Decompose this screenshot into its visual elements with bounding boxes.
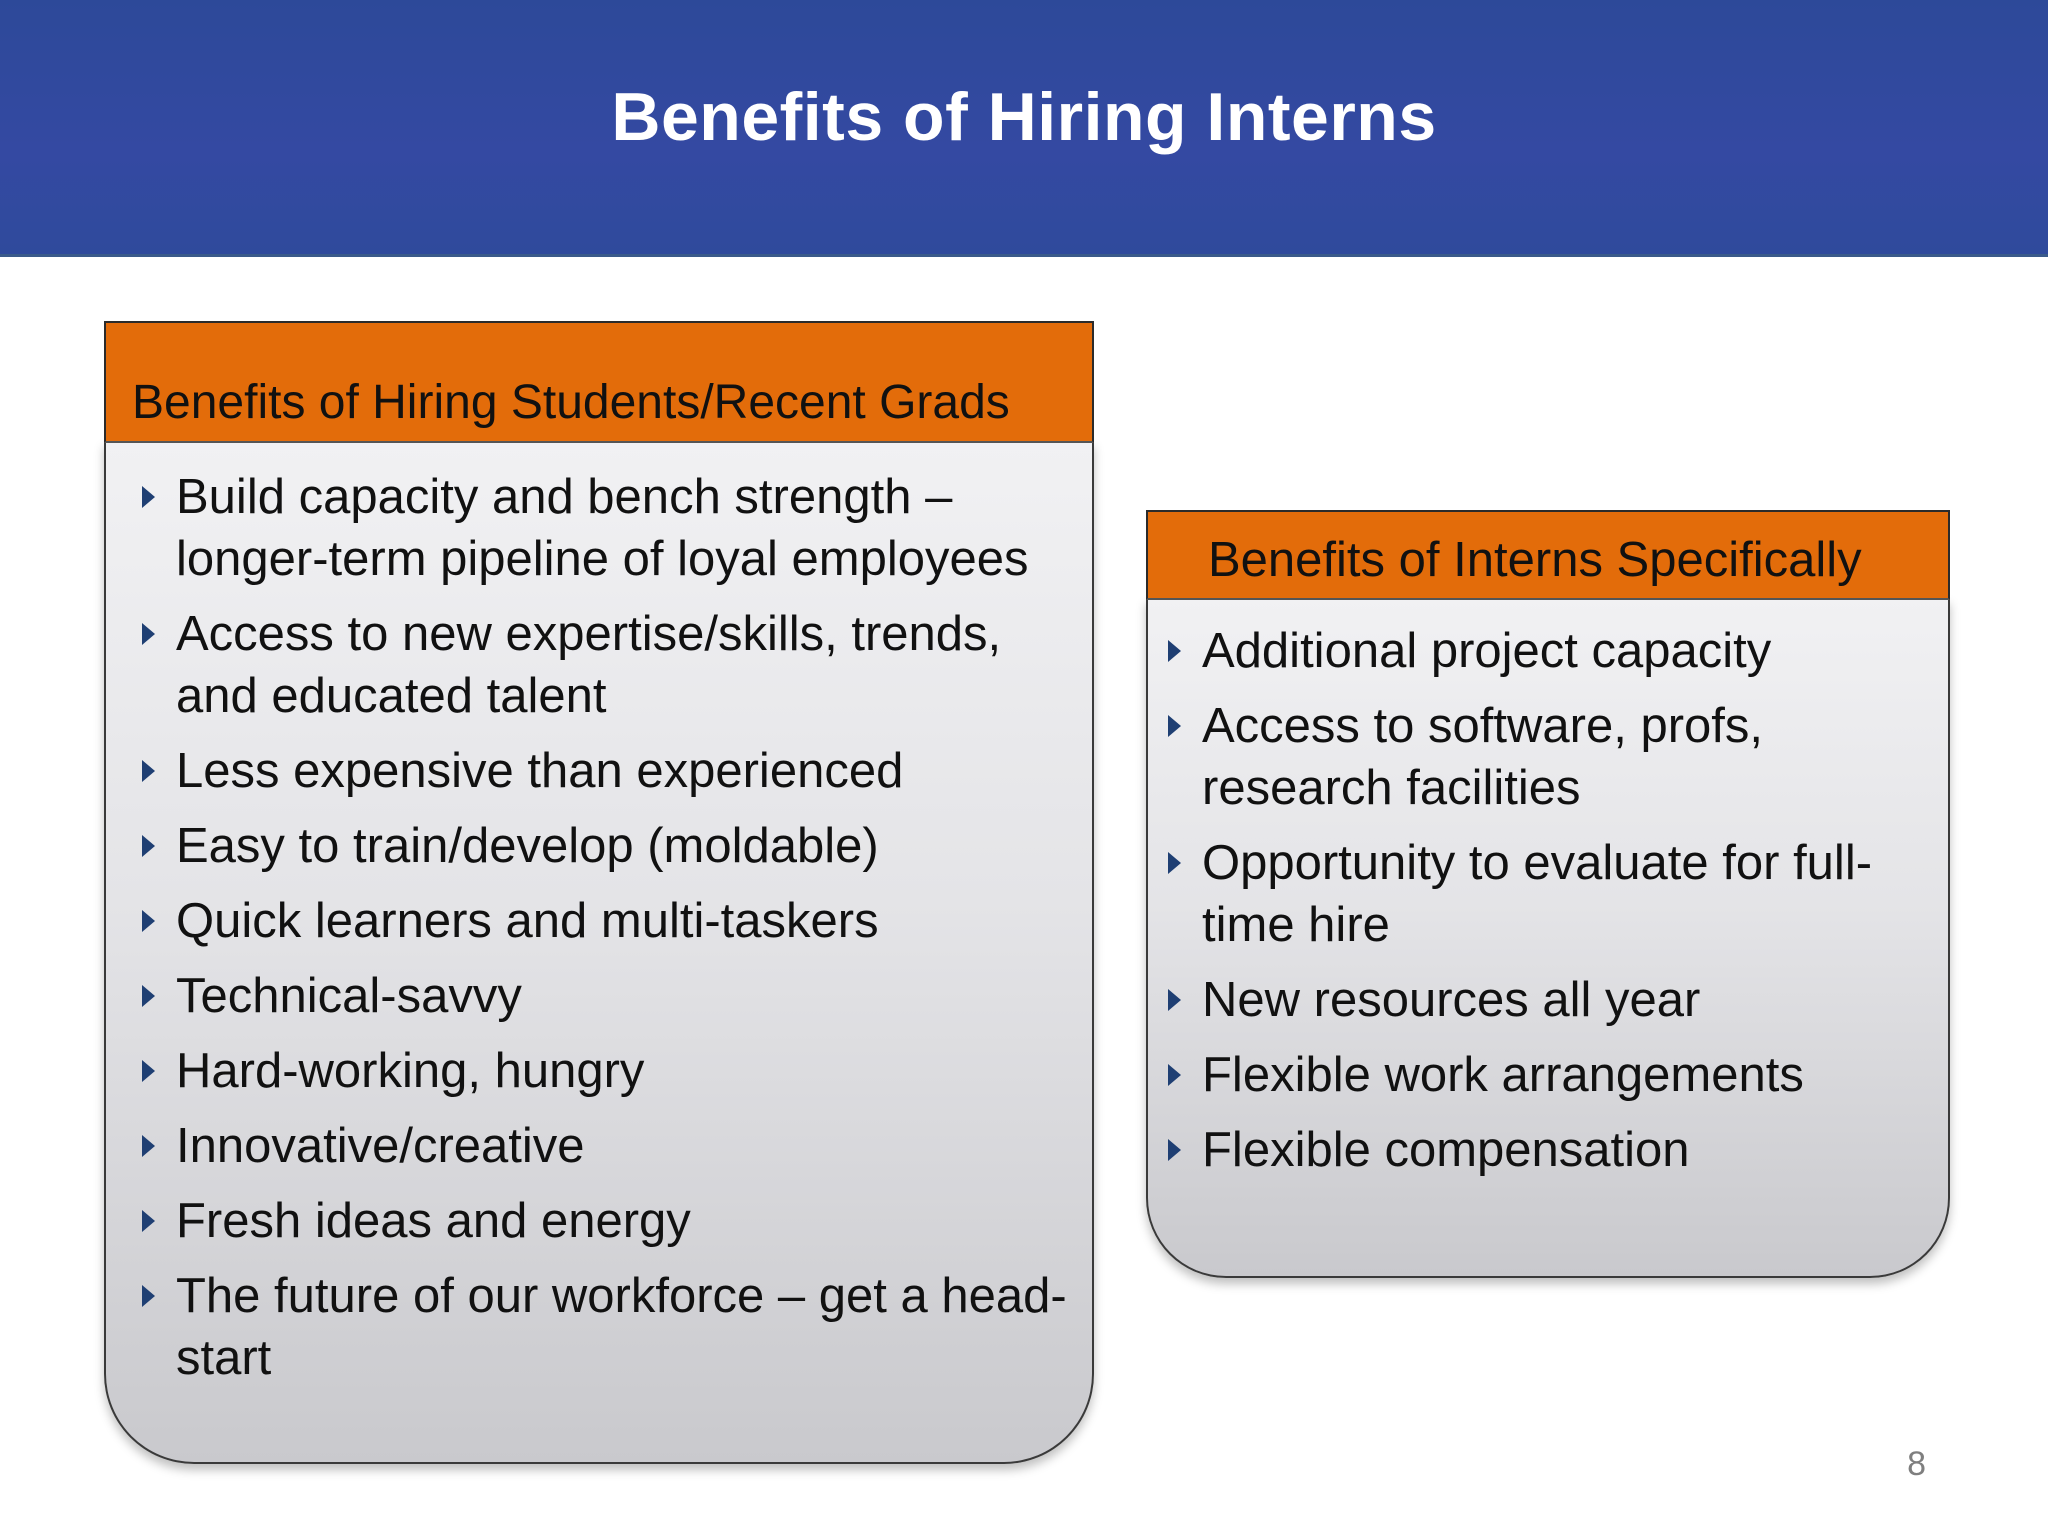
triangle-bullet-icon [142, 1060, 155, 1082]
list-item-text: Fresh ideas and energy [176, 1194, 691, 1248]
triangle-bullet-icon [1168, 715, 1181, 737]
page-number: 8 [1907, 1445, 1926, 1483]
list-item [140, 815, 1080, 877]
students-benefits-panel [104, 321, 1094, 1464]
triangle-bullet-icon [142, 1210, 155, 1232]
list-item-text: Access to new expertise/skills, trends, and educated talent [176, 607, 1002, 723]
bullet-list [1166, 620, 1946, 1194]
triangle-bullet-icon [142, 623, 155, 645]
list-item-text: New resources all year [1202, 973, 1701, 1027]
list-item-text: Innovative/creative [176, 1119, 585, 1173]
triangle-bullet-icon [142, 486, 155, 508]
triangle-bullet-icon [1168, 852, 1181, 874]
list-item [140, 1265, 1080, 1389]
list-item [1166, 1119, 1946, 1181]
list-item [140, 890, 1080, 952]
list-item-text: Easy to train/develop (moldable) [176, 819, 879, 873]
triangle-bullet-icon [1168, 1139, 1181, 1161]
list-item-text: The future of our workforce – get a head-start [176, 1269, 1067, 1385]
triangle-bullet-icon [142, 1135, 155, 1157]
list-item [140, 466, 1080, 590]
list-item-text: Hard-working, hungry [176, 1044, 645, 1098]
list-item [140, 740, 1080, 802]
list-item-text: Less expensive than experienced [176, 744, 904, 798]
list-item-text: Access to software, profs, research facilities [1202, 699, 1763, 815]
triangle-bullet-icon [142, 1285, 155, 1307]
list-item-text: Build capacity and bench strength – longer-term pipeline of loyal employees [176, 470, 1029, 586]
list-item [140, 603, 1080, 727]
triangle-bullet-icon [142, 985, 155, 1007]
list-item [1166, 969, 1946, 1031]
list-item [140, 1115, 1080, 1177]
triangle-bullet-icon [1168, 1064, 1181, 1086]
panel-header: Benefits of Hiring Students/Recent Grads [104, 321, 1094, 443]
interns-benefits-panel [1146, 510, 1950, 1278]
list-item [140, 1190, 1080, 1252]
list-item [140, 1040, 1080, 1102]
list-item [1166, 620, 1946, 682]
triangle-bullet-icon [1168, 640, 1181, 662]
triangle-bullet-icon [142, 760, 155, 782]
list-item-text: Opportunity to evaluate for full-time hire [1202, 836, 1873, 952]
list-item-text: Technical-savvy [176, 969, 522, 1023]
bullet-list [140, 466, 1080, 1402]
list-item-text: Flexible compensation [1202, 1123, 1690, 1177]
list-item [140, 965, 1080, 1027]
triangle-bullet-icon [142, 910, 155, 932]
slide-title: Benefits of Hiring Interns [611, 79, 1437, 155]
title-bar [0, 0, 2048, 257]
list-item [1166, 1044, 1946, 1106]
list-item-text: Additional project capacity [1202, 624, 1772, 678]
triangle-bullet-icon [142, 835, 155, 857]
list-item [1166, 695, 1946, 819]
list-item [1166, 832, 1946, 956]
list-item-text: Quick learners and multi-taskers [176, 894, 879, 948]
panel-header: Benefits of Interns Specifically [1146, 510, 1950, 600]
triangle-bullet-icon [1168, 989, 1181, 1011]
list-item-text: Flexible work arrangements [1202, 1048, 1804, 1102]
